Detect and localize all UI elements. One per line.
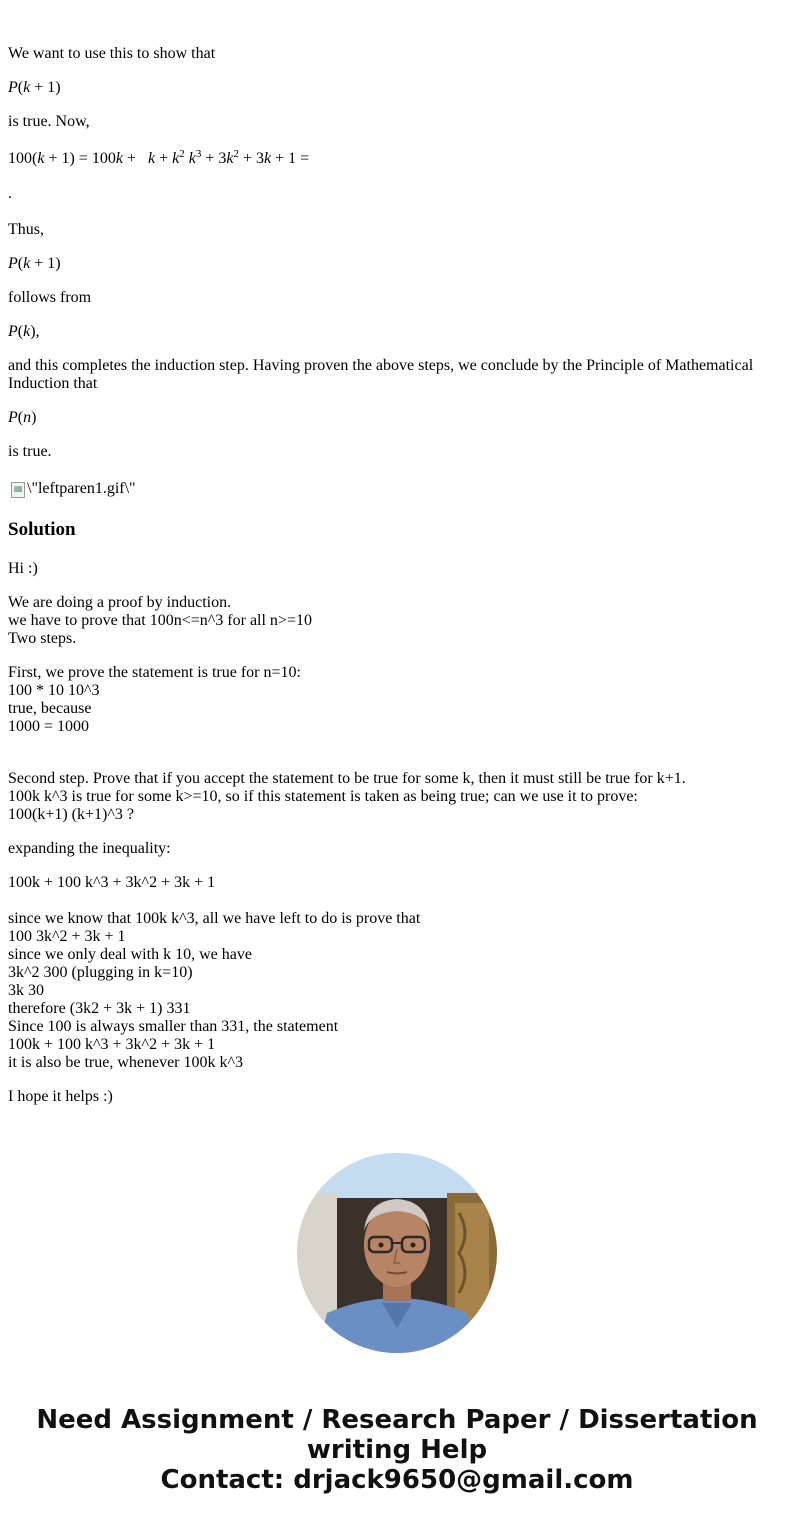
text-line: since we only deal with k 10, we have bbox=[8, 946, 252, 963]
want-text: We want to use this to show that bbox=[8, 45, 216, 62]
equation-line: $100(k + 1) = 100k + k + k^2$ $k^3 + 3k^2 + 3k + 1$ = bbox=[8, 148, 310, 167]
is-true-text: is true. bbox=[8, 443, 52, 460]
greeting-text: Hi :) bbox=[8, 560, 38, 577]
math-p-n: P(n) bbox=[8, 409, 37, 426]
broken-image-alt-text: \"leftparen1.gif\" bbox=[27, 480, 136, 497]
text-line: it is also be true, whenever 100k k^3 bbox=[8, 1054, 244, 1071]
argument-block bbox=[8, 910, 420, 1072]
text-line: First, we prove the statement is true for n=10: bbox=[8, 664, 301, 681]
inductive-step-block bbox=[8, 770, 686, 824]
follows-from-text: follows from bbox=[8, 289, 92, 306]
base-case-block bbox=[8, 664, 301, 736]
text-line: 100 3k^2 + 3k + 1 bbox=[8, 928, 126, 945]
text-line: true, because bbox=[8, 700, 92, 717]
broken-image bbox=[11, 480, 136, 498]
expanding-text: expanding the inequality: bbox=[8, 840, 171, 857]
text-line: we have to prove that 100n<=n^3 for all n>=10 bbox=[8, 612, 312, 629]
text-line: 1000 = 1000 bbox=[8, 718, 90, 735]
intro-block bbox=[8, 594, 312, 648]
text-line: therefore (3k2 + 3k + 1) 331 bbox=[8, 1000, 191, 1017]
text-line: 100(k+1) (k+1)^3 ? bbox=[8, 806, 134, 823]
text-line: Second step. Prove that if you accept the statement to be true for some k, then it must still be true for k+1. bbox=[8, 770, 686, 787]
text-line: We are doing a proof by induction. bbox=[8, 594, 232, 611]
text-line: Two steps. bbox=[8, 630, 77, 647]
author-portrait-illustration bbox=[297, 1153, 497, 1353]
author-avatar bbox=[297, 1153, 497, 1353]
conclusion-paragraph: and this completes the induction step. Having proven the above steps, we conclude by the Principle of Mathematical Induction that bbox=[8, 357, 754, 392]
text-line: 100k k^3 is true for some k>=10, so if this statement is taken as being true; can we use it to prove: bbox=[8, 788, 638, 805]
footer-contact: Contact: drjack9650@gmail.com bbox=[160, 1465, 634, 1495]
text-line: 100k + 100 k^3 + 3k^2 + 3k + 1 bbox=[8, 1036, 216, 1053]
expanded-inequality: 100k + 100 k^3 + 3k^2 + 3k + 1 bbox=[8, 874, 216, 891]
text-line: 3k^2 300 (plugging in k=10) bbox=[8, 964, 193, 981]
text-line: 3k 30 bbox=[8, 982, 44, 999]
footer-banner bbox=[0, 1405, 794, 1495]
period-text: . bbox=[8, 185, 12, 202]
is-true-now-text: is true. Now, bbox=[8, 113, 90, 130]
thus-text: Thus, bbox=[8, 221, 44, 238]
footer-headline: Need Assignment / Research Paper / Dissertation writing Help bbox=[36, 1405, 758, 1465]
closing-text: I hope it helps :) bbox=[8, 1088, 113, 1105]
text-line: Since 100 is always smaller than 331, the statement bbox=[8, 1018, 339, 1035]
text-line: since we know that 100k k^3, all we have left to do is prove that bbox=[8, 910, 421, 927]
solution-heading: Solution bbox=[8, 519, 76, 540]
broken-image-icon bbox=[11, 482, 25, 498]
math-p-k-plus-1: P(k + 1) bbox=[8, 79, 61, 96]
math-p-k-plus-1-second: P(k + 1) bbox=[8, 255, 61, 272]
text-line: 100 * 10 10^3 bbox=[8, 682, 100, 699]
math-p-k: P(k), bbox=[8, 323, 40, 340]
